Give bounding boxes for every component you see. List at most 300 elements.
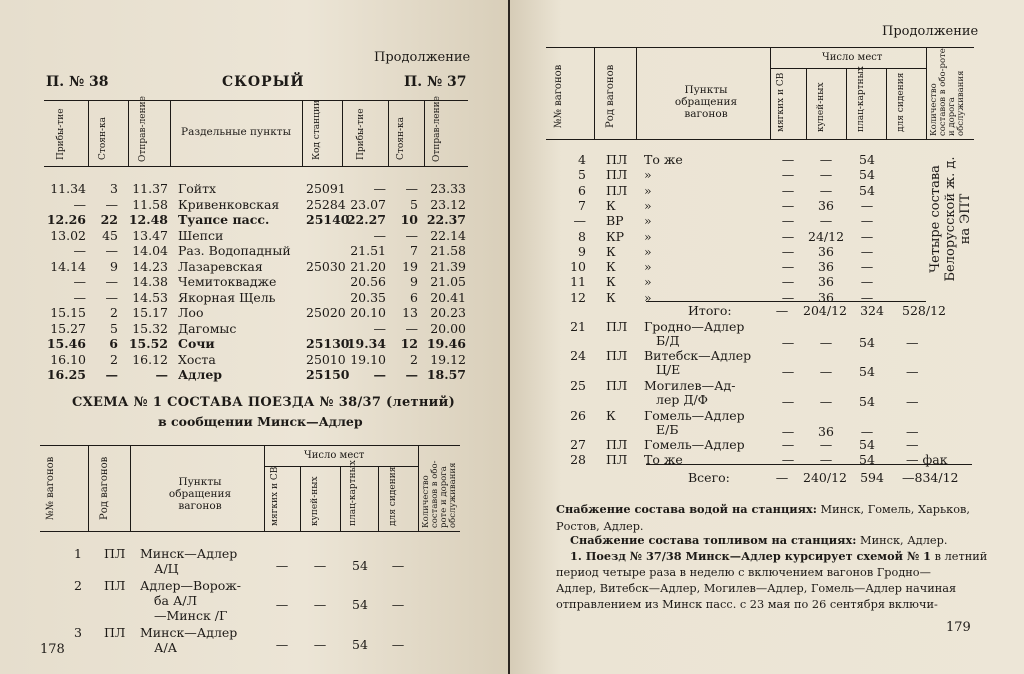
- total-coupe: 204/12: [803, 303, 847, 318]
- wagon-number: 10: [570, 259, 586, 275]
- seats-sit: —: [906, 364, 919, 379]
- station-name: Раз. Водопадный: [178, 243, 291, 258]
- wagon-route-line: А/А: [154, 640, 178, 655]
- wagon-route-line: Б/Д: [656, 333, 680, 348]
- arrival-time-2: —: [373, 367, 386, 382]
- wagon-header-rule: [40, 531, 460, 532]
- wagon-kind: ПЛ: [606, 378, 628, 393]
- group-note: Четыре состава Белорусской ж. д. на ЭПТ: [928, 156, 973, 282]
- note-1-bold: 1. Поезд № 37/38 Минск—Адлер курсирует схемой № 1: [570, 549, 932, 563]
- total-label: Итого:: [688, 303, 732, 318]
- stop-duration: 9: [110, 258, 118, 274]
- header-seats: Число мест: [304, 450, 365, 461]
- header-arrival-2: Прибы-тие: [356, 108, 366, 160]
- station-name: Якорная Щель: [178, 289, 276, 305]
- wagon-kind: К: [606, 259, 616, 275]
- seats-plac: —: [860, 289, 874, 305]
- header-plac: плац-картных: [348, 460, 358, 526]
- wagon-number: 26: [570, 408, 586, 423]
- seats-soft: —: [781, 452, 795, 467]
- arrival-time: 16.10: [50, 351, 86, 367]
- wagon-row: [510, 408, 1024, 439]
- seats-sit: —: [906, 424, 919, 439]
- seats-coupe: —: [819, 167, 833, 183]
- seats-sit: —: [906, 335, 919, 350]
- station-name: Лоо: [178, 305, 204, 320]
- seats-soft: —: [781, 152, 795, 167]
- seats-plac: —: [860, 197, 874, 213]
- seats-coupe: —: [819, 152, 833, 167]
- seats-plac: —: [860, 228, 874, 244]
- wagon-kind: ПЛ: [606, 152, 628, 167]
- wagon-row: [0, 578, 508, 623]
- header-wagon-num-right: №№ вагонов: [553, 64, 564, 128]
- col-divider: [886, 68, 887, 139]
- header-code: Код станции: [312, 100, 322, 160]
- stop-duration: —: [105, 274, 118, 289]
- header-wagon-points: Пункты обращения вагонов: [168, 476, 232, 512]
- water-label: Снабжение состава водой на станциях:: [556, 502, 817, 516]
- seats-coupe: 36: [818, 289, 834, 305]
- wagon-route: »: [644, 197, 652, 213]
- seats-sit: —: [906, 394, 919, 409]
- total-label: Всего:: [688, 470, 730, 485]
- arrival-time-2: 23.07: [350, 196, 386, 212]
- col-divider: [170, 100, 171, 166]
- wagon-kind: КР: [606, 228, 625, 244]
- stop-duration-2: 12: [400, 336, 418, 351]
- seats-coupe: —: [819, 394, 833, 409]
- station-name: Сочи: [178, 336, 215, 351]
- col-divider: [378, 466, 379, 531]
- station-code: 25010: [306, 351, 346, 367]
- seats-sit: — фак: [906, 452, 948, 467]
- total-plac: 324: [860, 303, 884, 318]
- stop-duration: —: [105, 243, 118, 258]
- station-name: Хоста: [178, 351, 216, 367]
- col-divider: [418, 445, 419, 531]
- seats-coupe: —: [819, 437, 833, 452]
- wagon-kind: ПЛ: [104, 578, 126, 593]
- timetable-row: [0, 352, 508, 367]
- seats-sit: —: [391, 557, 405, 573]
- seats-coupe: 36: [818, 243, 834, 259]
- seats-sit: —: [391, 636, 405, 652]
- seats-soft: —: [781, 424, 795, 439]
- wagon-route: »: [644, 274, 652, 290]
- seats-soft: —: [781, 394, 795, 409]
- total-sit: —834/12: [902, 470, 959, 485]
- wagon-route-line: лер Д/Ф: [656, 392, 709, 407]
- departure-time-2: 20.00: [430, 320, 466, 336]
- wagon-number: —: [573, 213, 586, 229]
- departure-time-2: 21.05: [430, 274, 466, 289]
- station-name: Дагомыс: [178, 320, 237, 336]
- wagon-number: 12: [570, 289, 586, 305]
- header-wagon-num: №№ вагонов: [45, 456, 56, 520]
- stop-duration-2: —: [405, 227, 418, 243]
- timetable-row: [0, 321, 508, 336]
- seats-soft: —: [275, 636, 289, 652]
- header-coupe-right: купей-ных: [816, 82, 826, 132]
- wagon-number: 5: [578, 167, 586, 183]
- departure-time: —: [155, 367, 168, 382]
- seats-soft: —: [781, 243, 795, 259]
- arrival-time: 11.34: [50, 181, 86, 196]
- departure-time: 15.52: [128, 336, 168, 351]
- right-header-rule: [546, 139, 974, 140]
- seats-sit: —: [906, 437, 919, 452]
- departure-time: 14.04: [132, 243, 168, 258]
- departure-time: 13.47: [132, 227, 168, 243]
- col-divider: [806, 68, 807, 139]
- seats-plac: 54: [859, 437, 875, 452]
- col-divider: [264, 445, 265, 531]
- seats-coupe: —: [819, 452, 833, 467]
- seats-coupe: 36: [818, 259, 834, 275]
- seats-plac: 54: [352, 557, 368, 573]
- wagon-route-line: Гомель—Адлер: [644, 408, 745, 423]
- header-sit: для сидения: [388, 466, 398, 526]
- wagon-top-rule: [40, 445, 460, 446]
- right-top-rule: [546, 47, 974, 48]
- header-seats-right: Число мест: [822, 52, 883, 63]
- timetable-row: [0, 181, 508, 196]
- arrival-time: 16.25: [46, 367, 86, 382]
- wagon-number: 2: [74, 578, 82, 593]
- seats-coupe: —: [819, 364, 833, 379]
- stop-duration: 45: [102, 227, 118, 243]
- subtotal-rule: [646, 301, 926, 302]
- wagon-route: »: [644, 167, 652, 183]
- wagon-route-line: Гомель—Адлер: [644, 437, 745, 452]
- timetable-row: [0, 367, 508, 382]
- timetable-row: [0, 305, 508, 320]
- wagon-number: 11: [570, 274, 586, 290]
- seats-soft: —: [781, 228, 795, 244]
- stop-duration-2: 19: [402, 258, 418, 274]
- wagon-kind: К: [606, 408, 616, 423]
- wagon-number: 24: [570, 348, 586, 363]
- wagon-route: »: [644, 213, 652, 229]
- col-divider: [636, 47, 637, 139]
- seats-plac: —: [860, 259, 874, 275]
- train-type: СКОРЫЙ: [222, 74, 305, 90]
- seats-coupe: 24/12: [808, 228, 845, 244]
- water-supply: [556, 501, 970, 518]
- col-divider: [388, 100, 389, 166]
- wagon-route-line: Ц/Е: [656, 362, 681, 377]
- arrival-time: 15.15: [50, 305, 86, 320]
- fuel-supply: [570, 532, 947, 549]
- seats-soft: —: [781, 335, 795, 350]
- page-number-right: 179: [946, 620, 971, 635]
- col-divider: [88, 100, 89, 166]
- station-code: 25030: [306, 258, 346, 274]
- wagon-route: »: [644, 289, 652, 305]
- arrival-time: 15.46: [46, 336, 86, 351]
- arrival-time: 14.14: [50, 258, 86, 274]
- seats-plac: —: [860, 424, 874, 439]
- stop-duration-2: —: [405, 367, 418, 382]
- wagon-route: »: [644, 182, 652, 198]
- wagon-kind: ПЛ: [606, 348, 628, 363]
- station-name: Шепси: [178, 227, 224, 243]
- wagon-kind: ПЛ: [606, 182, 628, 198]
- header-stop-2: Стоян-ка: [396, 117, 406, 160]
- seats-plac: —: [860, 274, 874, 290]
- header-plac-right: плац-картных: [856, 66, 866, 132]
- departure-time-2: 23.33: [430, 181, 466, 196]
- departure-time: 11.37: [132, 181, 168, 196]
- header-wagon-kind: Род вагонов: [99, 456, 110, 520]
- seats-coupe: —: [313, 557, 327, 573]
- station-code: 25020: [306, 305, 346, 320]
- wagon-number: 4: [578, 152, 586, 167]
- seats-coupe: —: [819, 335, 833, 350]
- station-code: 25140: [306, 212, 350, 227]
- wagon-number: 1: [74, 546, 82, 561]
- wagon-number: 27: [570, 437, 586, 452]
- col-divider: [926, 47, 927, 139]
- wagon-number: 25: [570, 378, 586, 393]
- station-code: 25284: [306, 196, 346, 212]
- station-name: Гойтх: [178, 181, 217, 196]
- seats-plac: 54: [859, 364, 875, 379]
- wagon-route-line: Е/Б: [656, 422, 679, 437]
- seats-coupe: —: [313, 597, 327, 612]
- arrival-time-2: 20.56: [350, 274, 386, 289]
- header-count-right: Количество составов в обо-роте и дорога обслуживания: [929, 48, 966, 136]
- seats-plac: 54: [352, 597, 368, 612]
- col-divider: [770, 47, 771, 139]
- wagon-row: [0, 546, 508, 576]
- scheme-title: СХЕМА № 1 СОСТАВА ПОЕЗДА № 38/37 (летний): [72, 395, 456, 410]
- train-number-left: П. № 38: [46, 74, 109, 90]
- station-name: Лазаревская: [178, 258, 263, 274]
- timetable-row: [0, 259, 508, 274]
- departure-time-2: 20.23: [430, 305, 466, 320]
- note-line-2: период четыре раза в неделю с включением вагонов Гродно—: [556, 566, 931, 579]
- timetable-header-rule: [44, 166, 468, 167]
- arrival-time: 13.02: [50, 227, 86, 243]
- stop-duration-2: 10: [400, 212, 418, 227]
- total-sit: 528/12: [902, 303, 946, 318]
- arrival-time-2: 22.27: [346, 212, 386, 227]
- header-coupe: купей-ных: [310, 476, 320, 526]
- timetable-row: [0, 336, 508, 351]
- arrival-time-2: 19.10: [350, 351, 386, 367]
- seats-plac: 54: [859, 394, 875, 409]
- stop-duration-2: 5: [410, 196, 418, 212]
- wagon-kind: ПЛ: [606, 452, 628, 467]
- wagon-row: [510, 348, 1024, 379]
- station-name: Чемитоквадже: [178, 274, 277, 289]
- timetable-top-rule: [44, 100, 468, 101]
- stop-duration-2: 2: [410, 351, 418, 367]
- timetable-row: [0, 197, 508, 212]
- right-seats-rule: [770, 68, 926, 69]
- wagon-kind: К: [606, 274, 616, 290]
- col-divider: [342, 100, 343, 166]
- timetable-row: [0, 290, 508, 305]
- station-code: 25150: [306, 367, 350, 382]
- stop-duration-2: 13: [402, 305, 418, 320]
- col-divider: [128, 100, 129, 166]
- seats-soft: —: [781, 274, 795, 290]
- stop-duration: 6: [109, 336, 118, 351]
- departure-time-2: 21.58: [430, 243, 466, 258]
- arrival-time: 12.26: [46, 212, 86, 227]
- total-plac: 594: [860, 470, 884, 485]
- note-1-text: в летний: [931, 550, 988, 563]
- seats-plac: 54: [352, 636, 368, 652]
- col-divider: [846, 68, 847, 139]
- departure-time: 15.32: [132, 320, 168, 336]
- wagon-kind: ПЛ: [104, 625, 126, 640]
- seats-plac: 54: [859, 452, 875, 467]
- seats-coupe: —: [819, 213, 833, 229]
- timetable-row: [0, 274, 508, 289]
- stop-duration-2: 6: [410, 289, 418, 305]
- departure-time-2: 19.12: [430, 351, 466, 367]
- wagon-route: »: [644, 228, 652, 244]
- departure-time: 16.12: [132, 351, 168, 367]
- col-divider: [340, 466, 341, 531]
- wagon-number: 3: [74, 625, 82, 640]
- departure-time-2: 19.46: [426, 336, 466, 351]
- departure-time-2: 22.14: [430, 227, 466, 243]
- wagon-route-line: То же: [644, 452, 683, 467]
- departure-time: 11.58: [132, 196, 168, 212]
- seats-soft: —: [781, 289, 795, 305]
- wagon-route: То же: [644, 152, 683, 167]
- seats-coupe: —: [313, 636, 327, 652]
- wagon-route-line: Минск—Адлер: [140, 625, 238, 640]
- wagon-route-line: Гродно—Адлер: [644, 319, 745, 334]
- seats-coupe: 36: [818, 197, 834, 213]
- wagon-kind: К: [606, 289, 616, 305]
- station-name: Кривенковская: [178, 196, 280, 212]
- arrival-time: —: [73, 274, 86, 289]
- stop-duration: 3: [110, 181, 118, 196]
- station-name: Адлер: [178, 367, 223, 382]
- departure-time: 14.53: [132, 289, 168, 305]
- wagon-route: »: [644, 259, 652, 275]
- seats-plac: 54: [859, 182, 875, 198]
- water-text: Минск, Гомель, Харьков,: [816, 503, 970, 516]
- seats-soft: —: [781, 437, 795, 452]
- timetable-row: [0, 243, 508, 258]
- header-wagon-points-right: Пункты обращения вагонов: [674, 84, 738, 120]
- arrival-time-2: 21.20: [350, 258, 386, 274]
- seats-plac: 54: [859, 167, 875, 183]
- wagon-row: [510, 437, 1024, 452]
- wagon-number: 6: [578, 182, 586, 198]
- note-line-3: Адлер, Витебск—Адлер, Могилев—Адлер, Гомель—Адлер начиная: [556, 582, 957, 595]
- stop-duration-2: 7: [410, 243, 418, 258]
- seats-plac: 54: [859, 335, 875, 350]
- seats-sit: —: [391, 597, 405, 612]
- wagon-number: 9: [578, 243, 586, 259]
- arrival-time-2: —: [373, 227, 386, 243]
- seats-soft: —: [781, 167, 795, 183]
- stop-duration: 22: [100, 212, 118, 227]
- total-rule: [646, 464, 972, 465]
- seats-coupe: 36: [818, 424, 834, 439]
- wagon-kind: К: [606, 197, 616, 213]
- header-arrival: Прибы-тие: [56, 108, 66, 160]
- seats-soft: —: [781, 182, 795, 198]
- wagon-route: »: [644, 243, 652, 259]
- wagon-row: [510, 319, 1024, 350]
- total-soft: —: [775, 470, 789, 485]
- right-page: [510, 0, 1024, 674]
- wagon-number: 28: [570, 452, 586, 467]
- header-soft-right: мягких и СВ: [776, 72, 786, 132]
- wagon-kind: ВР: [606, 213, 624, 229]
- col-divider: [88, 445, 89, 531]
- continued-label-right: Продолжение: [882, 24, 979, 39]
- note-1: [570, 548, 987, 565]
- seats-soft: —: [275, 597, 289, 612]
- seats-soft: —: [781, 364, 795, 379]
- stop-duration-2: —: [405, 181, 418, 196]
- departure-time-2: 21.39: [430, 258, 466, 274]
- seats-plac: —: [860, 243, 874, 259]
- header-wagon-kind-right: Род вагонов: [605, 64, 616, 128]
- timetable-row: [0, 212, 508, 227]
- stop-duration: 5: [110, 320, 118, 336]
- arrival-time-2: 20.35: [350, 289, 386, 305]
- wagon-route-line: ба А/Л: [154, 593, 198, 608]
- arrival-time: —: [73, 289, 86, 305]
- departure-time-2: 18.57: [426, 367, 466, 382]
- header-departure-2: Отправ-ление: [432, 96, 442, 162]
- arrival-time: —: [73, 243, 86, 258]
- col-divider: [302, 100, 303, 166]
- wagon-number: 8: [578, 228, 586, 244]
- wagon-kind: К: [606, 243, 616, 259]
- total-row: [510, 470, 1024, 485]
- col-divider: [130, 445, 131, 531]
- stop-duration: —: [105, 367, 118, 382]
- wagon-route-line: Витебск—Адлер: [644, 348, 752, 363]
- wagon-route-line: А/Ц: [154, 561, 179, 576]
- wagon-kind: ПЛ: [104, 546, 126, 561]
- page-number-left: 178: [40, 642, 65, 657]
- col-divider: [300, 466, 301, 531]
- stop-duration: 2: [110, 351, 118, 367]
- train-number-right: П. № 37: [404, 74, 467, 90]
- arrival-time-2: —: [373, 320, 386, 336]
- arrival-time-2: 21.51: [350, 243, 386, 258]
- departure-time-2: 22.37: [426, 212, 466, 227]
- arrival-time: —: [73, 196, 86, 212]
- station-code: 25091: [306, 181, 346, 196]
- wagon-route-line: Минск—Адлер: [140, 546, 238, 561]
- station-code: 25130: [306, 336, 350, 351]
- wagon-route-line: Адлер—Ворож-: [140, 578, 241, 593]
- header-stop: Стоян-ка: [98, 117, 108, 160]
- fuel-text: Минск, Адлер.: [856, 534, 948, 547]
- stop-duration: —: [105, 196, 118, 212]
- arrival-time-2: 19.34: [346, 336, 386, 351]
- left-page: [0, 0, 508, 674]
- continued-label: Продолжение: [374, 50, 471, 65]
- total-soft: —: [775, 303, 789, 318]
- departure-time: 14.23: [132, 258, 168, 274]
